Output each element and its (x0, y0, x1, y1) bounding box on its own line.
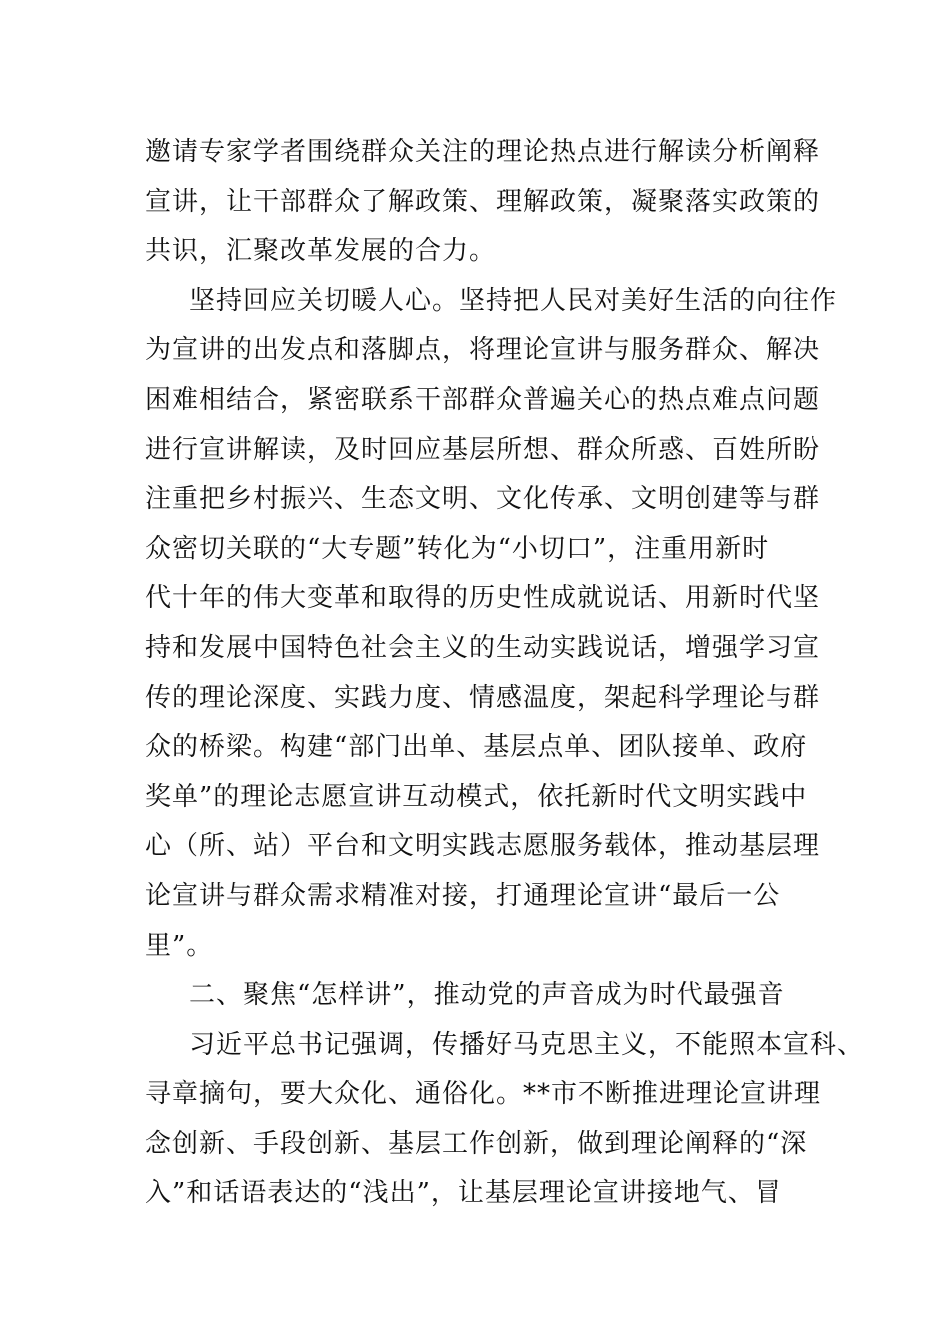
text-line-21: 念创新、手段创新、基层工作创新，做到理论阐释的“深 (145, 1128, 808, 1159)
text-line-8: 注重把乡村振兴、生态文明、文化传承、文明创建等与群 (145, 484, 821, 515)
text-line-7: 进行宣讲解读，及时回应基层所想、群众所惑、百姓所盼 (145, 434, 821, 465)
text-line-13: 众的桥梁。构建“部门出单、基层点单、团队接单、政府 (145, 732, 808, 763)
text-line-19: 习近平总书记强调，传播好马克思主义，不能照本宣科、 (189, 1029, 865, 1060)
text-line-16: 论宣讲与群众需求精准对接，打通理论宣讲“最后一公 (145, 880, 781, 911)
text-line-10: 代十年的伟大变革和取得的历史性成就说话、用新时代坚 (145, 583, 821, 614)
text-line-5: 为宣讲的出发点和落脚点，将理论宣讲与服务群众、解决 (145, 335, 821, 366)
text-line-15: 心（所、站）平台和文明实践志愿服务载体，推动基层理 (145, 831, 821, 862)
text-line-1: 邀请专家学者围绕群众关注的理论热点进行解读分析阐释 (145, 137, 821, 167)
text-line-9: 众密切关联的“大专题”转化为“小切口”，注重用新时 (145, 533, 770, 564)
text-line-4: 坚持回应关切暖人心。坚持把人民对美好生活的向往作 (189, 285, 838, 316)
text-line-2: 宣讲，让干部群众了解政策、理解政策，凝聚落实政策的 (145, 186, 821, 217)
text-line-12: 传的理论深度、实践力度、情感温度，架起科学理论与群 (145, 682, 821, 713)
text-line-17: 里”。 (145, 930, 214, 961)
text-line-20: 寻章摘句，要大众化、通俗化。**市不断推进理论宣讲理 (145, 1079, 822, 1110)
text-line-6: 困难相结合，紧密联系干部群众普遍关心的热点难点问题 (145, 384, 821, 415)
document-body (145, 128, 865, 1219)
text-line-3: 共识，汇聚改革发展的合力。 (145, 236, 497, 267)
section-heading: 二、聚焦“怎样讲”，推动党的声音成为时代最强音 (189, 980, 785, 1011)
text-line-22: 入”和话语表达的“浅出”，让基层理论宣讲接地气、冒 (145, 1178, 782, 1209)
text-line-11: 持和发展中国特色社会主义的生动实践说话，增强学习宣 (145, 632, 821, 663)
text-line-14: 奖单”的理论志愿宣讲互动模式，依托新时代文明实践中 (145, 781, 808, 812)
